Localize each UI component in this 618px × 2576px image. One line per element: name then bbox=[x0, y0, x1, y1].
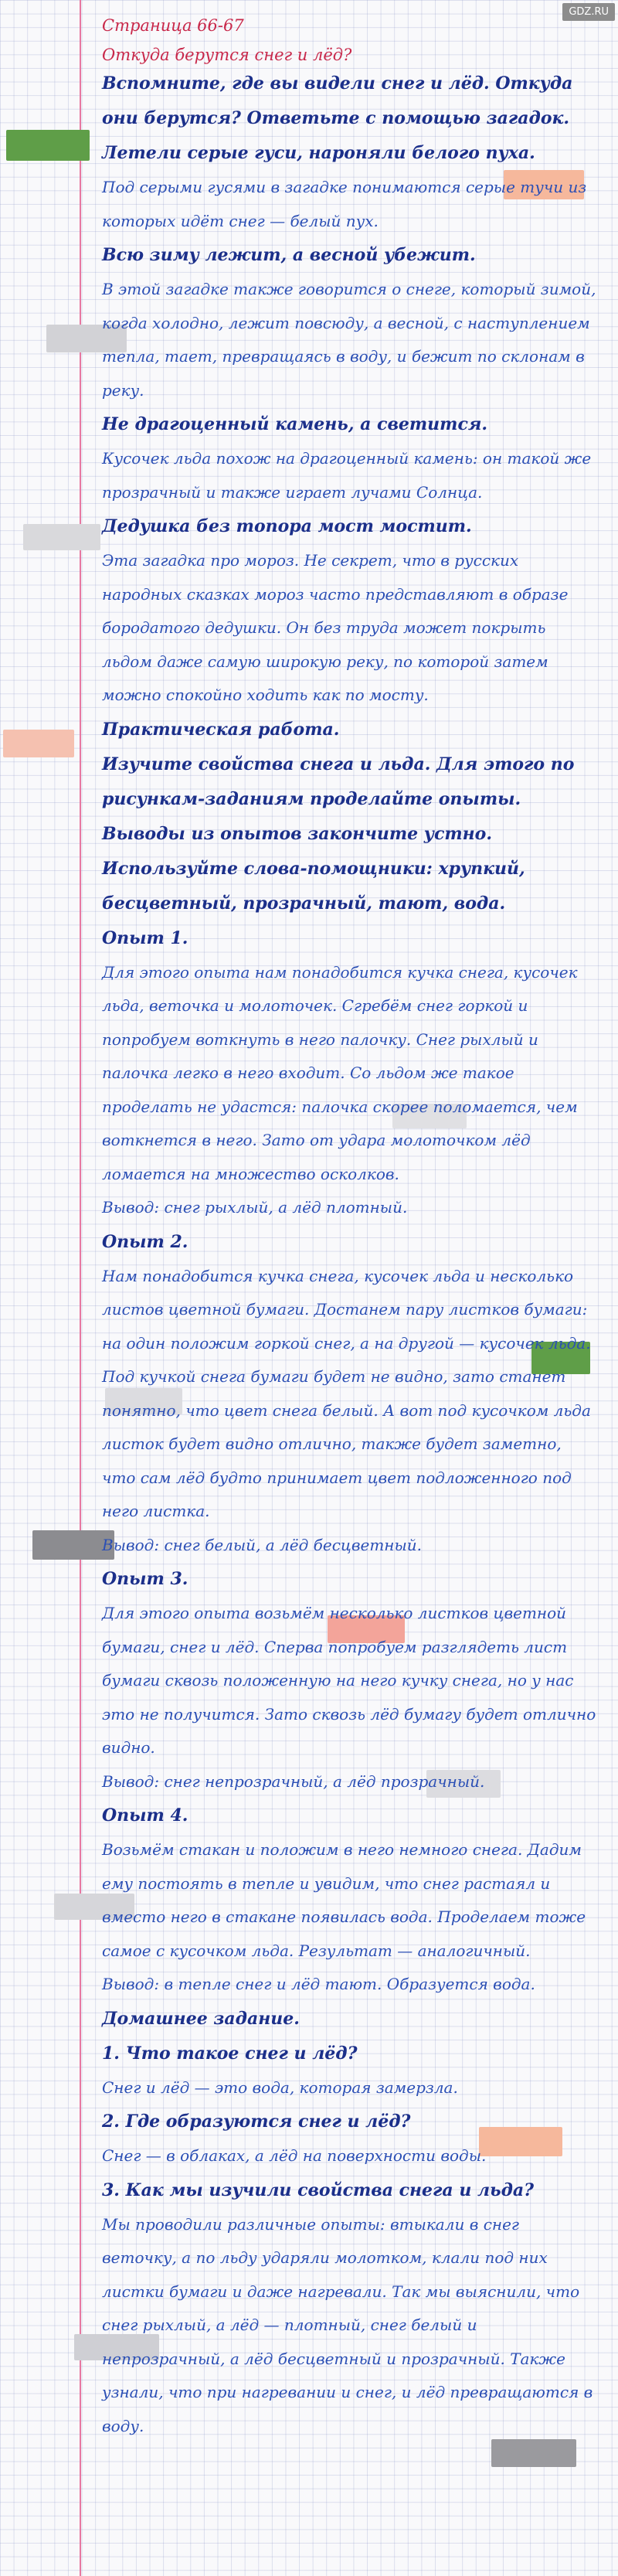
peach-decor-block bbox=[3, 730, 74, 757]
riddle-text: Не драгоценный камень, а светится. bbox=[102, 414, 488, 434]
homework-question: 1. Что такое снег и лёд? bbox=[102, 2043, 358, 2064]
site-watermark: GDZ.RU bbox=[562, 3, 615, 21]
homework-answer: Мы проводили различные опыты: втыкали в снег веточку, а по льду ударяли молотком, клали под них листки бумаги и даже нагревали. Так мы выяснили, что снег рыхлый, а лёд — плотный, снег белый и непрозрачный, а лёд бесцветный и прозрачный. Также узнали, что при нагревании и снег, и лёд превращаются в воду. bbox=[102, 2214, 593, 2435]
experiment-conclusion: Вывод: снег белый, а лёд бесцветный. bbox=[102, 1535, 423, 1554]
experiment-title: Опыт 1. bbox=[102, 927, 188, 948]
experiment-conclusion: Вывод: снег непрозрачный, а лёд прозрачный. bbox=[102, 1771, 485, 1791]
experiment-text: Для этого опыта возьмём несколько листков цветной бумаги, снег и лёд. Сперва попробуем разглядеть лист бумаги сквозь положенную на него кучку снега, но у нас это не получится. Зато сквозь лёд бумагу будет отлично видно. bbox=[102, 1604, 596, 1757]
page-title: Страница 66-67 bbox=[102, 16, 244, 35]
practical-work-task: Изучите свойства снега и льда. Для этого по рисункам-заданиям проделайте опыты. Выводы из опытов закончите устно. Используйте слова-помощники: хрупкий, бесцветный, прозрачный, тают, вода. bbox=[102, 754, 575, 914]
worksheet-content bbox=[102, 14, 596, 2443]
experiment-title: Опыт 3. bbox=[102, 1569, 188, 1589]
grey-decor-block bbox=[23, 524, 100, 550]
experiment-text: Возьмём стакан и положим в него немного снега. Дадим ему постоять в тепле и увидим, что снег растаял и вместо него в стакане появилась вода. Проделаем тоже самое с кусочком льда. Результат — аналогичный. bbox=[102, 1840, 586, 1960]
experiment-text: Нам понадобится кучка снега, кусочек льда и несколько листов цветной бумаги. Достанем пару листков бумаги: на один положим горкой снег, а на другой — кусочек льда. Под кучкой снега бумаги будет не видно, зато станет понятно, что цвет снега белый. А вот под кусочком льда листок будет видно отлично, также будет заметно, что сам лёд будто принимает цвет подложенного под него листка. bbox=[102, 1266, 591, 1520]
riddle-answer: Эта загадка про мороз. Не секрет, что в русских народных сказках мороз часто представляют в образе бородатого дедушки. Он без труда может покрыть льдом даже самую широкую реку, по которой затем можно спокойно ходить как по мосту. bbox=[102, 551, 569, 704]
grey-decor-block bbox=[491, 2439, 576, 2467]
riddle-answer: Под серыми гусями в загадке понимаются серые тучи из которых идёт снег — белый пух. bbox=[102, 178, 587, 230]
homework-question: 2. Где образуются снег и лёд? bbox=[102, 2112, 411, 2132]
intro-task: Вспомните, где вы видели снег и лёд. Откуда они берутся? Ответьте с помощью загадок. bbox=[102, 73, 573, 128]
riddle-text: Всю зиму лежит, а весной убежит. bbox=[102, 245, 476, 265]
practical-work-title: Практическая работа. bbox=[102, 719, 340, 740]
experiment-title: Опыт 4. bbox=[102, 1805, 188, 1826]
riddle-text: Дедушка без топора мост мостит. bbox=[102, 516, 472, 536]
experiment-conclusion: Вывод: снег рыхлый, а лёд плотный. bbox=[102, 1198, 408, 1217]
riddle-text: Летели серые гуси, нароняли белого пуха. bbox=[102, 143, 535, 163]
riddle-answer: Кусочек льда похож на драгоценный камень: он такой же прозрачный и также играет лучами Солнца. bbox=[102, 449, 592, 502]
lesson-title: Откуда берутся снег и лёд? bbox=[102, 46, 352, 64]
notebook-margin-line bbox=[80, 0, 81, 2576]
experiment-title: Опыт 2. bbox=[102, 1231, 188, 1252]
green-decor-block bbox=[6, 130, 90, 161]
homework-question: 3. Как мы изучили свойства снега и льда? bbox=[102, 2180, 535, 2200]
experiment-text: Для этого опыта нам понадобится кучка снега, кусочек льда, веточка и молоточек. Сгребём снег горкой и попробуем воткнуть в него палочку. Снег рыхлый и палочка легко в него входит. Со льдом же такое проделать не удастся: палочка скорее поломается, чем воткнется в него. Зато от удара молоточком лёд ломается на множество осколков. bbox=[102, 962, 578, 1183]
homework-title: Домашнее задание. bbox=[102, 2008, 300, 2029]
riddle-answer: В этой загадке также говорится о снеге, который зимой, когда холодно, лежит повсюду, а весной, с наступлением тепла, тает, превращаясь в воду, и бежит по склонам в реку. bbox=[102, 280, 596, 400]
experiment-conclusion: Вывод: в тепле снег и лёд тают. Образуется вода. bbox=[102, 1975, 535, 1993]
homework-answer: Снег и лёд — это вода, которая замерзла. bbox=[102, 2077, 458, 2097]
homework-answer: Снег — в облаках, а лёд на поверхности воды. bbox=[102, 2146, 487, 2165]
